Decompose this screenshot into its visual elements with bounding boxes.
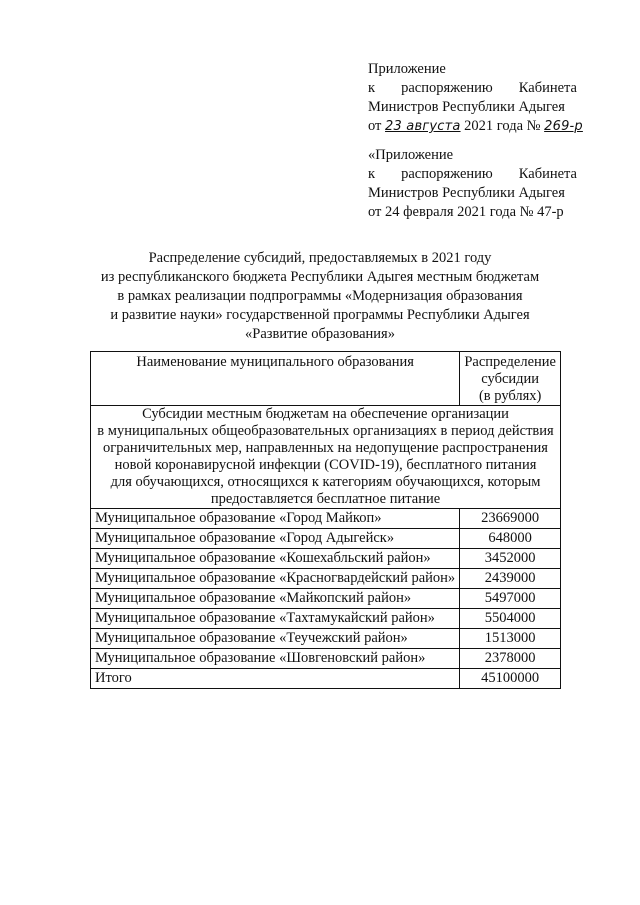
appendix-old-date-line: от 24 февраля 2021 года № 47-р	[368, 204, 564, 220]
title-line: в рамках реализации подпрограммы «Модернизация образования	[117, 288, 523, 304]
row-value: 5504000	[460, 609, 561, 629]
subsidy-description-row	[91, 406, 561, 509]
row-name: Муниципальное образование «Майкопский район»	[91, 589, 460, 609]
title-line: Распределение субсидий, предоставляемых в 2021 году	[148, 250, 492, 266]
appendix-new-year: 2021 года №	[464, 118, 541, 134]
appendix-new-date-line	[368, 117, 583, 136]
distribution-table	[90, 351, 561, 689]
appendix-new-block	[368, 60, 583, 136]
appendix-old-line-2	[368, 165, 577, 184]
row-name: Муниципальное образование «Тахтамукайский район»	[91, 609, 460, 629]
row-name: Муниципальное образование «Шовгеновский район»	[91, 649, 460, 669]
table-row	[91, 589, 561, 609]
header-value-line: Распределение	[464, 354, 556, 370]
appendix-old-block	[368, 146, 577, 222]
appendix-old-k: к	[368, 166, 376, 182]
subsidy-line: ограничительных мер, направленных на недопущение распространения	[103, 440, 548, 456]
appendix-new-number-handwritten: 269-р	[544, 119, 583, 134]
table-row	[91, 529, 561, 549]
table-row	[91, 549, 561, 569]
subsidy-line: в муниципальных общеобразовательных организациях в период действия	[97, 423, 554, 439]
table-row	[91, 509, 561, 529]
appendix-new-date-handwritten: 23 августа	[385, 119, 461, 134]
row-value: 2378000	[460, 649, 561, 669]
header-name-cell: Наименование муниципального образования	[91, 352, 460, 406]
subsidy-description-cell	[91, 406, 561, 509]
appendix-old-cabinet-word: Кабинета	[518, 166, 577, 182]
appendix-old-heading: «Приложение	[368, 147, 454, 163]
title-line: «Развитие образования»	[245, 326, 395, 342]
table-row	[91, 649, 561, 669]
row-name: Муниципальное образование «Красногвардейский район»	[91, 569, 460, 589]
title-line: из республиканского бюджета Республики Адыгея местным бюджетам	[100, 269, 540, 285]
header-value-line: (в рублях)	[478, 388, 542, 404]
appendix-old-ministers: Министров Республики Адыгея	[368, 185, 565, 201]
document-title	[60, 249, 580, 344]
header-value-cell	[460, 352, 561, 406]
row-value: 5497000	[460, 589, 561, 609]
row-value: 648000	[460, 529, 561, 549]
appendix-new-cabinet-word: Кабинета	[518, 80, 577, 96]
appendix-new-line-2	[368, 79, 577, 98]
subsidy-line: Субсидии местным бюджетам на обеспечение организации	[142, 406, 509, 422]
row-value: 23669000	[460, 509, 561, 529]
subsidy-line: для обучающихся, относящихся к категориям обучающихся, которым	[110, 474, 541, 490]
title-line: и развитие науки» государственной программы Республики Адыгея	[110, 307, 530, 323]
appendix-new-heading: Приложение	[368, 61, 446, 77]
header-value-line: субсидии	[481, 371, 540, 387]
row-name: Муниципальное образование «Теучежский район»	[91, 629, 460, 649]
total-label: Итого	[91, 669, 460, 689]
row-value: 3452000	[460, 549, 561, 569]
subsidy-line: предоставляется бесплатное питание	[210, 491, 441, 507]
appendix-new-ministers: Министров Республики Адыгея	[368, 99, 565, 115]
row-value: 2439000	[460, 569, 561, 589]
appendix-new-from: от	[368, 118, 382, 134]
total-row	[91, 669, 561, 689]
row-name: Муниципальное образование «Город Адыгейск»	[91, 529, 460, 549]
table-header-row	[91, 352, 561, 406]
row-value: 1513000	[460, 629, 561, 649]
appendix-new-k: к	[368, 80, 376, 96]
appendix-new-order-word: распоряжению	[401, 80, 493, 96]
appendix-old-order-word: распоряжению	[401, 166, 493, 182]
table-row	[91, 629, 561, 649]
table-row	[91, 609, 561, 629]
subsidy-line: новой коронавирусной инфекции (COVID-19), бесплатного питания	[114, 457, 537, 473]
row-name: Муниципальное образование «Кошехабльский район»	[91, 549, 460, 569]
total-value: 45100000	[460, 669, 561, 689]
row-name: Муниципальное образование «Город Майкоп»	[91, 509, 460, 529]
table-row	[91, 569, 561, 589]
